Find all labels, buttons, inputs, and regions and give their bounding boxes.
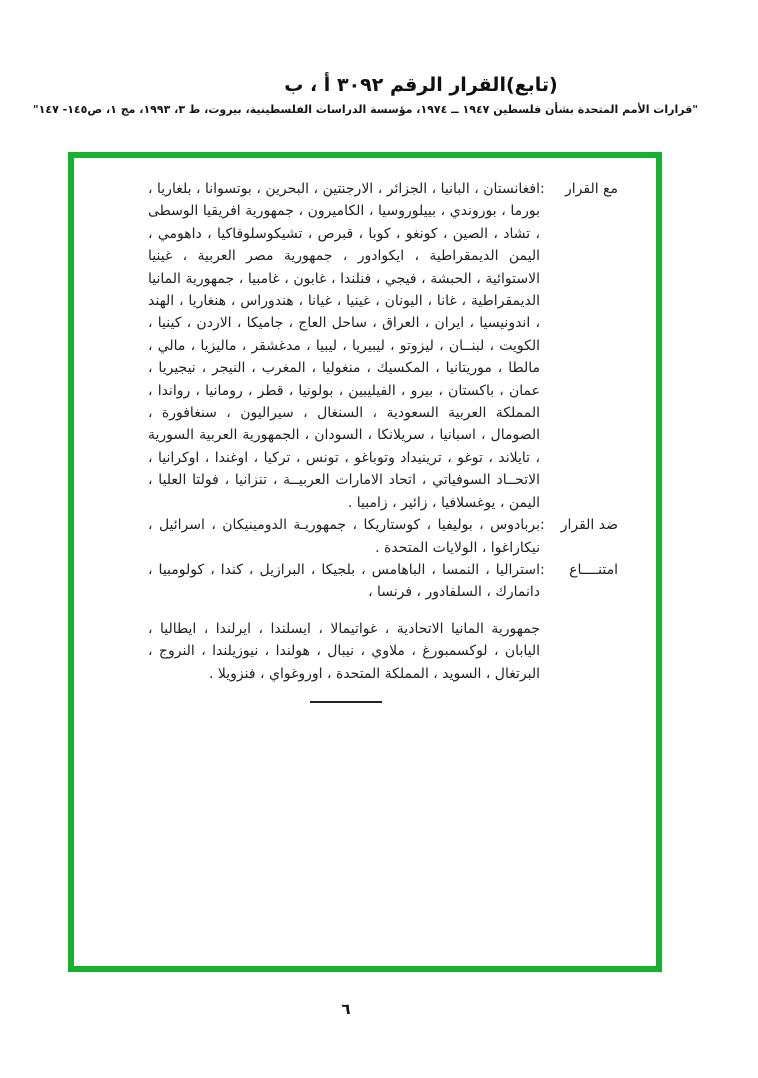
vote-section-against	[148, 514, 618, 559]
label-colon: :	[540, 561, 545, 578]
country-list-abstain: استراليا ، النمسا ، الباهامس ، بلجيكا ، البرازيل ، كندا ، كولومبيا ، دانمارك ، السلفادور ، فرنسا ،	[148, 561, 540, 601]
label-colon: :	[540, 517, 545, 534]
page-title-text: (تابع)القرار الرقم ٣٠٩٢ أ ، ب	[284, 74, 558, 96]
vote-label-abstain: امتنــــاع	[569, 561, 618, 578]
vote-label-cell	[540, 514, 618, 559]
end-of-text-divider	[310, 701, 382, 703]
page-number	[0, 1000, 758, 1018]
country-list-abstain-continued: جمهورية المانيا الاتحادية ، غواتيمالا ، ايسلندا ، ايرلندا ، ايطاليا ، اليابان ، لوكسمبورغ ، ملاوي ، نيبال ، هولندا ، نيوزيلندا ، النروج ، البرتغال ، السويد ، المملكة المتحدة ، اوروغواي ، فنزويلا .	[148, 620, 540, 682]
vote-record	[74, 158, 656, 703]
vote-section-abstain-continued	[148, 618, 618, 685]
green-highlight-box	[68, 152, 662, 972]
country-list-against: بربادوس ، بوليفيا ، كوستاريكا ، جمهوريـة الدومينيكان ، اسرائيل ، نيكاراغوا ، الولايات المتحدة .	[148, 517, 540, 556]
label-colon: :	[540, 181, 545, 197]
page-title	[0, 74, 758, 96]
page-number-text: ٦	[341, 1000, 351, 1018]
citation-line: "قرارات الأمم المتحدة بشأن فلسطين ١٩٤٧ ــ ١٩٧٤، مؤسسة الدراسات الفلسطينية، بيروت، ط ٣، ١٩٩٣، مج ١، ص١٤٥- ١٤٧"	[32, 103, 698, 116]
vote-label-cell	[540, 178, 618, 514]
vote-label-against: ضد القرار	[560, 517, 618, 534]
vote-section-abstain	[148, 559, 618, 604]
vote-label-cell	[540, 559, 618, 604]
country-list-for: افغانستان ، البانيا ، الجزائر ، الارجنتين ، البحرين ، بوتسوانا ، بلغاريا ، بورما ، بوروندي ، بييلوروسيا ، الكاميرون ، جمهورية افريقيا الوسطى ، تشاد ، الصين ، كونغو ، كوبا ، قبرص ، تشيكوسلوفاكيا ، داهومي ، اليمن الديمقراطية ، ايكوادور ، جمهورية مصر العربية ، غينيا الاستوائية ، الحبشة ، فيجي ، فنلندا ، غابون ، غامبيا ، جمهورية المانيا الديمقراطية ، غانا ، اليونان ، غينيا ، غيانا ، هندوراس ، هنغاريا ، الهند ، اندونيسيا ، ايران ، العراق ، ساحل العاج ، جاميكا ، الاردن ، كينيا ، الكويت ، لبنــان ، ليزوتو ، ليبيريا ، ليبيا ، مدغشقر ، ماليزيا ، مالي ، مالطا ، موريتانيا ، المكسيك ، منغوليا ، المغرب ، النيجر ، نيجيريا ، عمان ، باكستان ، بيرو ، الفيليبين ، بولونيا ، قطر ، رومانيا ، رواندا ، المملكة العربية السعودية ، السنغال ، سيراليون ، سنغافورة ، الصومال ، اسبانيا ، سريلانكا ، السودان ، الجمهورية العربية السورية ، تايلاند ، توغو ، ترينيداد وتوباغو ، تونس ، تركيا ، اوغندا ، اوكرانيا ، الاتحــاد السوفياتي ، اتحاد الامارات العربيــة ، تنزانيا ، فولتا العليا ، اليمن ، يوغسلافيا ، زائير ، زامبيا .	[148, 181, 540, 511]
vote-label-for: مع القرار	[564, 181, 618, 197]
vote-section-for	[148, 178, 618, 514]
vote-label-cell-empty	[540, 618, 618, 685]
